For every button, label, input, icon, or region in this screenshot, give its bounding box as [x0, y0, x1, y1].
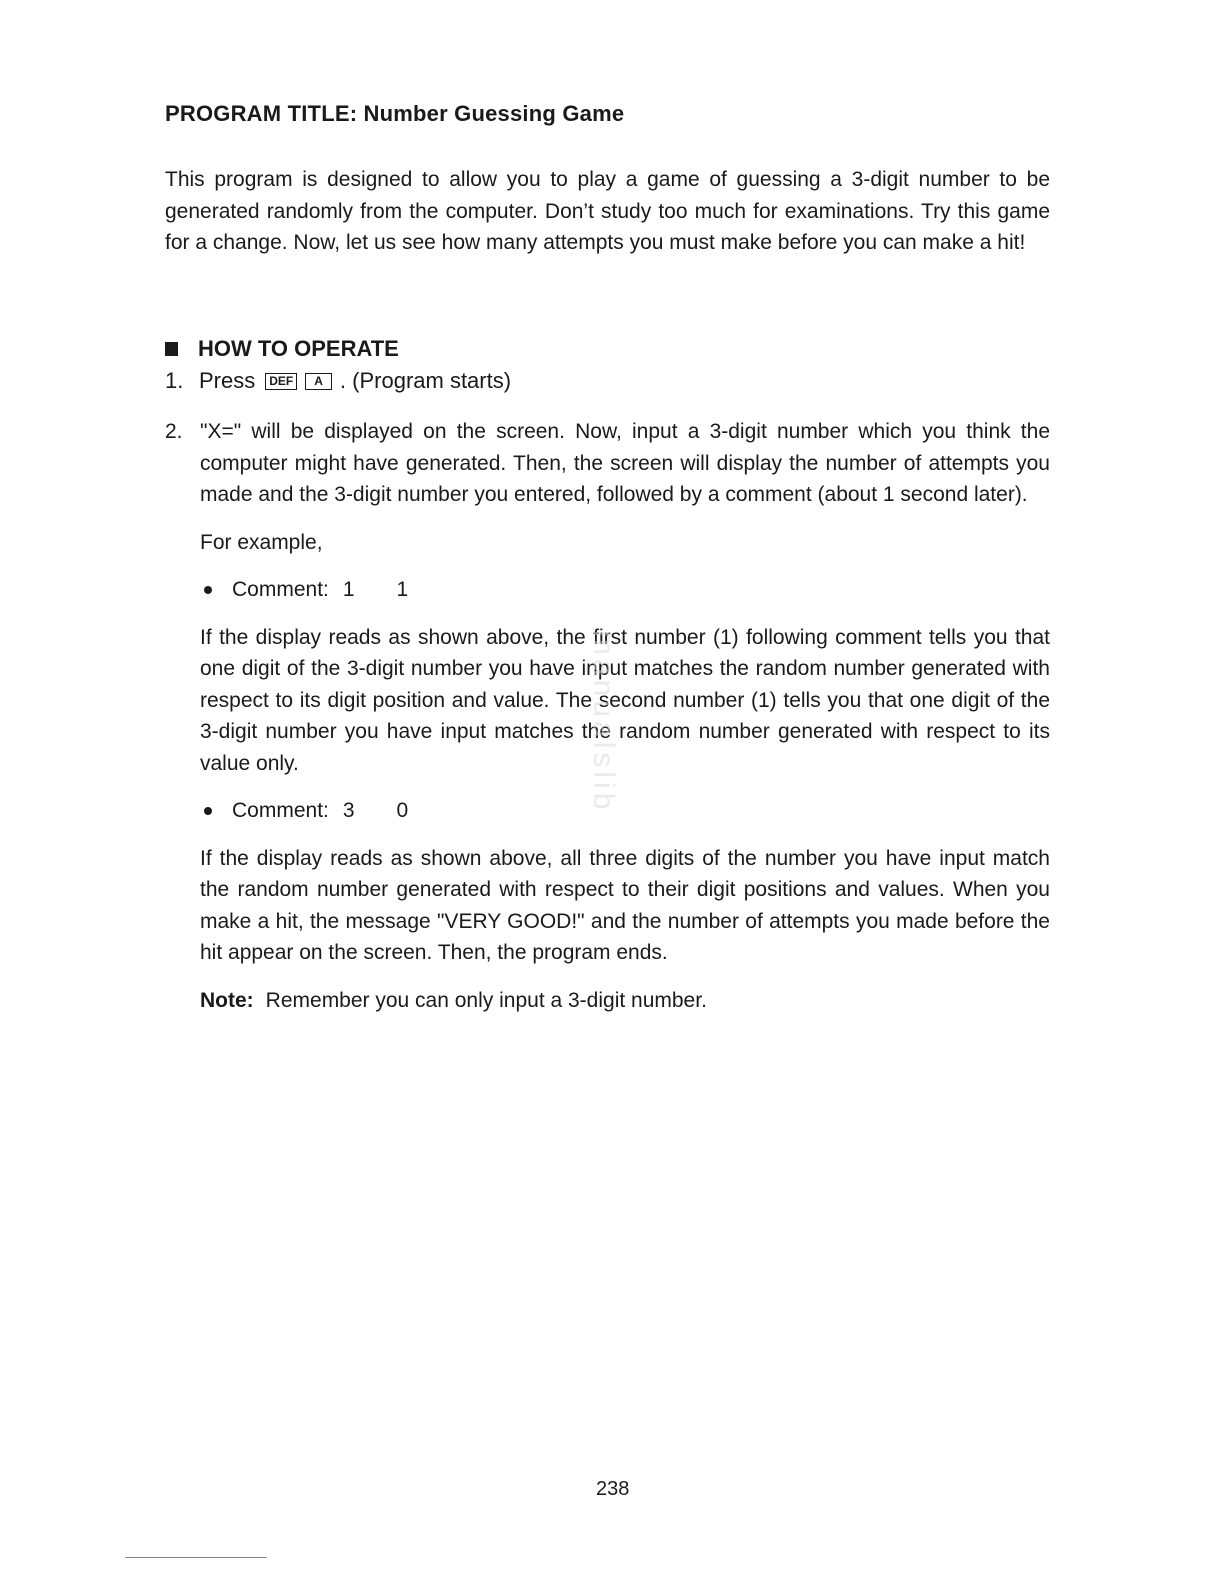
comment-2-second-value: 0	[396, 799, 409, 822]
step-2-number: 2.	[165, 420, 183, 443]
explanation-2: If the display reads as shown above, all three digits of the number you have input match the random number generated with respect to their digit positions and values. When you make a hit, the message "VERY GOOD!" and the number of attempts you made before the hit appear on the screen. Then, the program ends.	[200, 846, 1050, 964]
comment-2-first-value: 3	[342, 799, 355, 822]
for-example-text: For example,	[200, 530, 323, 554]
program-title: PROGRAM TITLE: Number Guessing Game	[165, 101, 625, 126]
watermark: manualslib	[587, 630, 620, 814]
step-2-text: "X=" will be displayed on the screen. Now, input a 3-digit number which you think the computer might have generated. Then, the screen will display the number of attempts you made and the 3-digit number you entered, followed by a comment (about 1 second later).	[200, 420, 1050, 506]
comment-1-second-value: 1	[396, 578, 409, 601]
step-1-suffix: . (Program starts)	[339, 368, 512, 393]
bullet-dot-icon	[204, 807, 212, 815]
page-number: 238	[596, 1478, 630, 1500]
comment-1-first-value: 1	[342, 578, 355, 601]
note	[200, 985, 1050, 1017]
section-heading-text: HOW TO OPERATE	[198, 336, 399, 361]
square-bullet-icon	[165, 342, 178, 356]
step-1	[165, 368, 511, 394]
step-1-number: 1.	[165, 368, 184, 393]
step-1-prefix: Press	[199, 368, 256, 393]
comment-example-2	[200, 795, 1050, 827]
explanation-1: If the display reads as shown above, the first number (1) following comment tells you that one digit of the 3-digit number you have input matches the random number generated with respect to its digit position and value. The second number (1) tells you that one digit of the 3-digit number you have input matches the random number generated with respect to its value only.	[200, 625, 1050, 775]
comment-example-1	[200, 574, 1050, 606]
step-2-body	[200, 416, 1050, 1032]
intro-paragraph: This program is designed to allow you to play a game of guessing a 3-digit number to be generated randomly from the computer. Don’t study too much for examinations. Try this game for a change. Now, let us see how many attempts you must make before you can make a hit!	[165, 168, 1050, 254]
comment-1-label: Comment:	[232, 578, 329, 601]
note-text: Remember you can only input a 3-digit number.	[265, 988, 707, 1012]
comment-2-label: Comment:	[232, 799, 329, 822]
bottom-rule-divider	[125, 1557, 267, 1558]
note-label: Note:	[200, 988, 254, 1012]
how-to-operate-heading	[165, 336, 399, 362]
bullet-dot-icon	[204, 586, 212, 594]
def-key-icon: DEF	[265, 373, 297, 390]
a-key-icon: A	[305, 373, 332, 390]
